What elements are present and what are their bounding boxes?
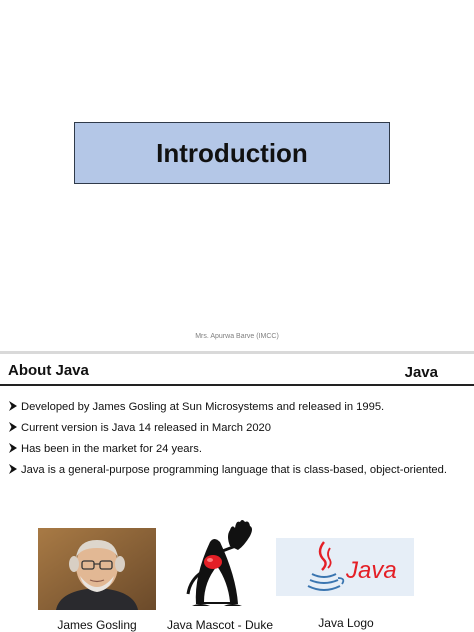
java-logo-icon [276,538,414,596]
slide-about-java [0,354,474,632]
list-item [8,442,447,463]
duke-mascot-icon [180,516,260,612]
java-logo-image [276,538,414,596]
java-logo-text: Java [346,557,397,584]
arrow-bullet-icon [8,463,18,475]
list-item [8,400,447,421]
bullet-text: Current version is Java 14 released in March 2020 [21,422,271,434]
arrow-bullet-icon [8,421,18,433]
caption-duke: Java Mascot - Duke [166,618,274,632]
heading-rule [0,384,474,386]
title-box [74,122,390,184]
duke-mascot-image [180,516,260,612]
slide-topic-label: Java [404,364,438,381]
list-item [8,463,447,484]
person-photo-icon [38,528,156,610]
arrow-bullet-icon [8,400,18,412]
bullet-list [8,400,447,484]
caption-gosling: James Gosling [57,618,137,632]
slide-title: Introduction [156,137,308,168]
slide-footer: Mrs. Apurwa Barve (IMCC) [195,333,279,340]
bullet-text: Developed by James Gosling at Sun Microsystems and released in 1995. [21,401,385,413]
bullet-text: Java is a general-purpose programming language that is class-based, object-oriented. [21,464,447,476]
caption-java-logo: Java Logo [318,616,374,630]
james-gosling-photo [38,528,156,610]
bullet-text: Has been in the market for 24 years. [21,443,202,455]
list-item [8,421,447,442]
slide-heading: About Java [8,362,89,379]
arrow-bullet-icon [8,442,18,454]
